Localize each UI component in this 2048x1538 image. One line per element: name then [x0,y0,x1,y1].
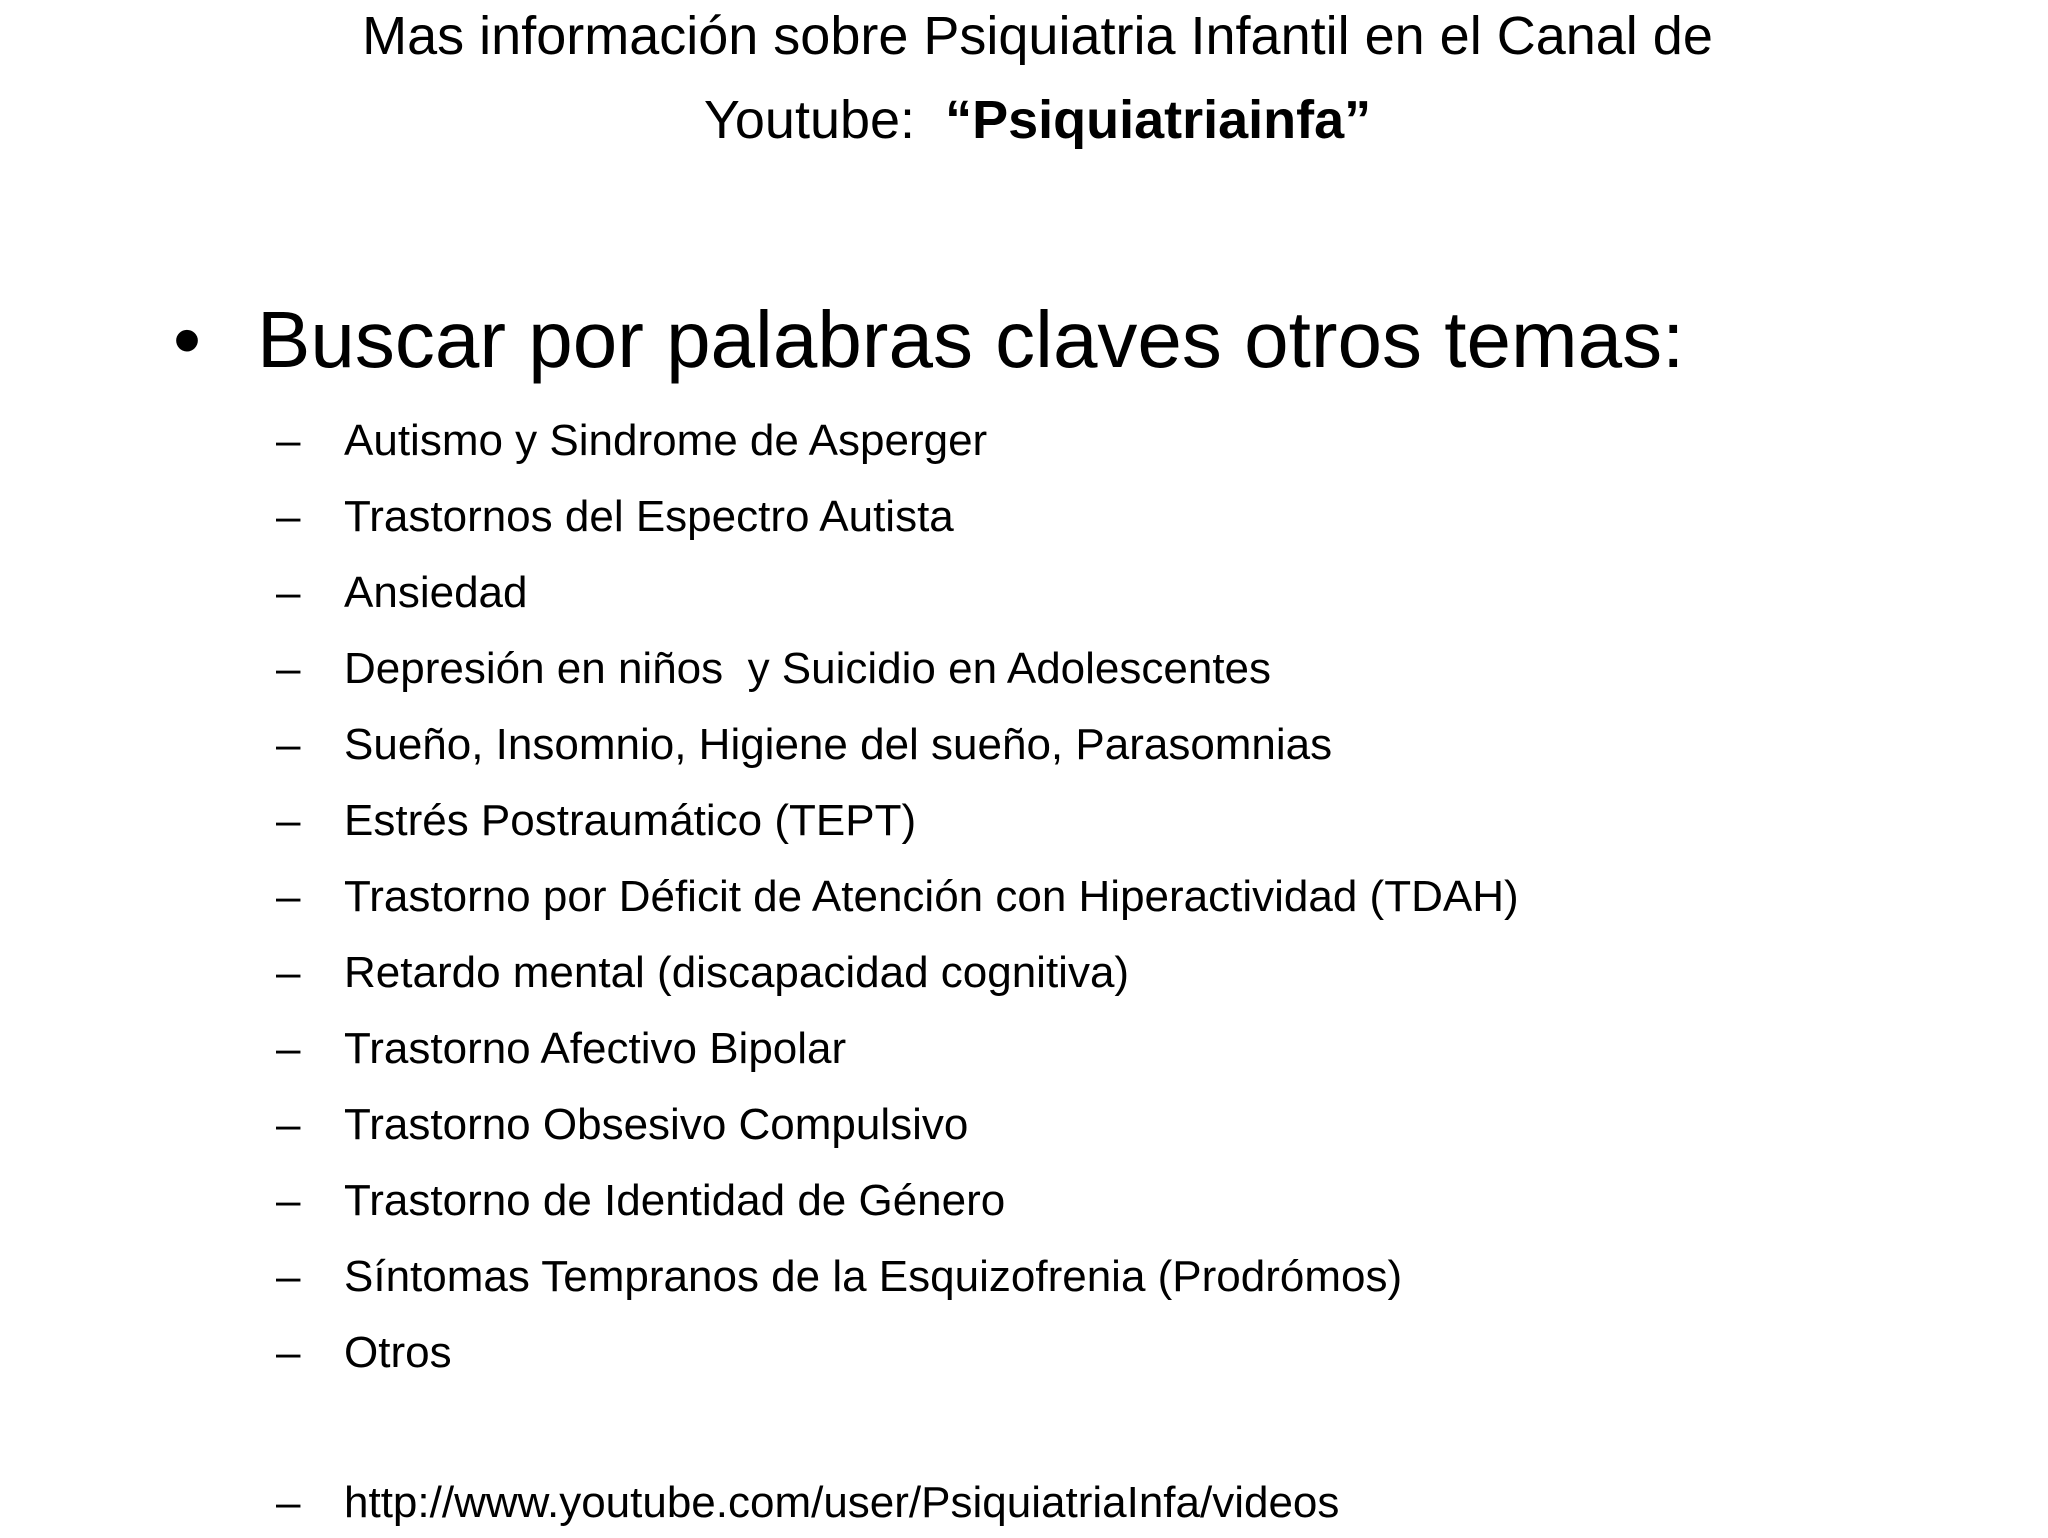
topic-item [276,482,1519,558]
topic-text: Autismo y Sindrome de Asperger [344,416,988,465]
topic-item [276,406,1519,482]
dash-marker: – [276,1328,301,1377]
dash-marker: – [276,644,301,693]
topic-list [276,406,1519,1394]
topic-text: Trastorno Afectivo Bipolar [344,1024,847,1073]
topic-item [276,786,1519,862]
dash-marker: – [276,872,301,921]
topic-item [276,1090,1519,1166]
topic-text: Trastorno de Identidad de Género [344,1176,1006,1225]
topic-item [276,1014,1519,1090]
dash-marker: – [276,492,301,541]
dash-marker: – [276,1478,301,1527]
topic-text: Trastorno por Déficit de Atención con Hiperactividad (TDAH) [344,872,1519,921]
channel-url[interactable]: http://www.youtube.com/user/PsiquiatriaInfa/videos [344,1478,1340,1527]
topic-item [276,1318,1519,1394]
topic-item [276,1166,1519,1242]
dash-marker: – [276,568,301,617]
dash-marker: – [276,1176,301,1225]
title-line-1: Mas información sobre Psiquiatria Infantil en el Canal de [362,6,1713,66]
topic-item [276,710,1519,786]
dash-marker: – [276,1252,301,1301]
main-bullet [173,290,1684,390]
topic-item [276,938,1519,1014]
main-bullet-text: Buscar por palabras claves otros temas: [257,295,1685,384]
slide-title [120,0,1955,162]
topic-item [276,862,1519,938]
topic-text: Estrés Postraumático (TEPT) [344,796,917,845]
topic-text: Síntomas Tempranos de la Esquizofrenia (Prodrómos) [344,1252,1403,1301]
topic-text: Depresión en niños y Suicidio en Adolescentes [344,644,1272,693]
dash-marker: – [276,720,301,769]
topic-text: Sueño, Insomnio, Higiene del sueño, Parasomnias [344,720,1333,769]
topic-item [276,634,1519,710]
topic-text: Trastorno Obsesivo Compulsivo [344,1100,969,1149]
dash-marker: – [276,796,301,845]
topic-text: Retardo mental (discapacidad cognitiva) [344,948,1130,997]
topic-text: Trastornos del Espectro Autista [344,492,954,541]
topic-text: Ansiedad [344,568,528,617]
topic-item [276,1242,1519,1318]
dash-marker: – [276,416,301,465]
title-line-2 [120,78,1955,162]
topic-item [276,558,1519,634]
dash-marker: – [276,948,301,997]
channel-link-item [276,1468,1339,1538]
dash-marker: – [276,1100,301,1149]
title-line-2-prefix: Youtube: [703,90,946,150]
dash-marker: – [276,1024,301,1073]
bullet-marker: • [173,295,202,384]
channel-name: “Psiquiatriainfa” [945,90,1372,150]
topic-text: Otros [344,1328,452,1377]
